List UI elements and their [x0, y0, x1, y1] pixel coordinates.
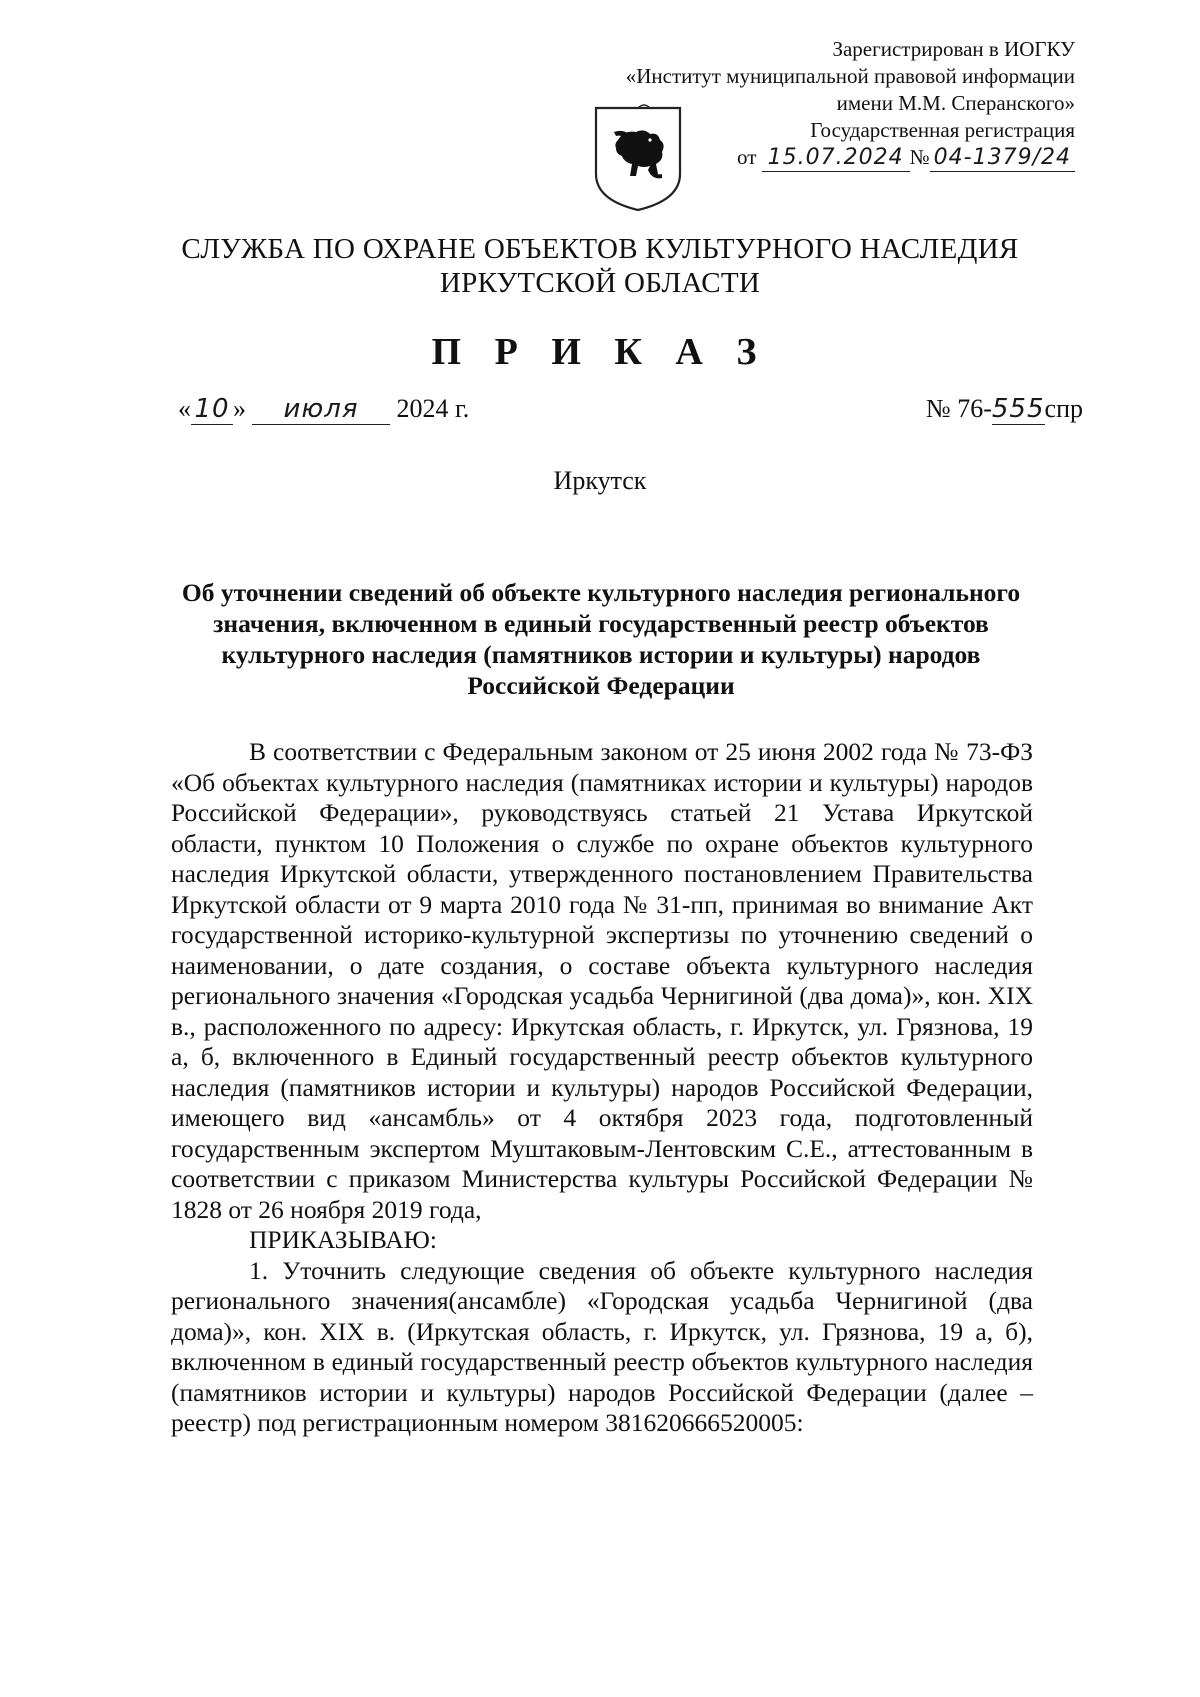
- preamble-paragraph: В соответствии с Федеральным законом от 25 июня 2002 года № 73-ФЗ «Об объектах культурного наследия (памятниках истории и культуры) народов Российской Федерации», руководствуясь статьей 21 Устава Иркутской области, пунктом 10 Положения о службе по охране объектов культурного наследия Иркутской области, утвержденного постановлением Правительства Иркутской области от 9 марта 2010 года № 31-пп, принимая во внимание Акт государственной историко-культурной экспертизы по уточнению сведений о наименовании, о дате создания, о составе объекта культурного наследия регионального значения «Городская усадьба Чернигиной (два дома)», кон. XIX в., расположенного по адресу: Иркутская область, г. Иркутск, ул. Грязнова, 19 а, б, включенного в Единый государственный реестр объектов культурного наследия (памятников истории и культуры) народов Российской Федерации, имеющего вид «ансамбль» от 4 октября 2023 года, подготовленный государственным экспертом Муштаковым-Лентовским С.Е., аттестованным в соответствии с приказом Министерства культуры Российской Федерации № 1828 от 26 ноября 2019 года,: [171, 737, 1033, 1224]
- order-number: [926, 394, 1083, 425]
- date-year: 2024 г.: [396, 394, 470, 423]
- document-type-title: П Р И К А З: [431, 331, 769, 373]
- organization-line-1: СЛУЖБА ПО ОХРАНЕ ОБЪЕКТОВ КУЛЬТУРНОГО НАСЛЕДИЯ: [181, 233, 1019, 265]
- organization-name: [0, 232, 1200, 300]
- order-number-field: [992, 394, 1045, 425]
- order-number-prefix: № 76-: [925, 394, 992, 423]
- organization-line-2: ИРКУТСКОЙ ОБЛАСТИ: [439, 267, 761, 299]
- registration-date-prefix: от: [737, 145, 757, 169]
- order-item-1: 1. Уточнить следующие сведения об объекте культурного наследия регионального значения(ансамбле) «Городская усадьба Чернигиной (два дома)», кон. XIX в. (Иркутская область, г. Иркутск, ул. Грязнова, 19 а, б), включенном в единый государственный реестр объектов культурного наследия (памятников истории и культуры) народов Российской Федерации (далее – реестр) под регистрационным номером 381620666520005:: [171, 1255, 1033, 1437]
- date-month: июля: [283, 394, 359, 424]
- registration-number-prefix: №: [909, 145, 930, 169]
- registration-date: 15.07.2024: [762, 144, 910, 172]
- date-day-field: [191, 394, 233, 425]
- registration-line-1: Зарегистрирован в ИОГКУ: [832, 37, 1075, 61]
- date-day: 10: [194, 394, 230, 424]
- order-date: [178, 394, 469, 425]
- registration-line-3: имени М.М. Сперанского»: [836, 91, 1075, 115]
- registration-line-2: «Институт муниципальной правовой информации: [625, 64, 1075, 88]
- irkutsk-coat-of-arms-icon: [592, 104, 684, 214]
- registration-line-4: Государственная регистрация: [810, 118, 1075, 142]
- order-number-suffix: спр: [1044, 394, 1083, 423]
- order-directive: ПРИКАЗЫВАЮ:: [249, 1225, 437, 1254]
- order-subject: Об уточнении сведений об объекте культурного наследия регионального значения, включенном в единый государственный реестр объектов культурного наследия (памятников истории и культуры) народов Российской Федерации: [181, 578, 1021, 700]
- date-close-quote: »: [233, 394, 246, 423]
- city-name: Иркутск: [553, 466, 647, 495]
- order-number-value: 555: [991, 394, 1045, 424]
- date-open-quote: «: [178, 394, 191, 423]
- order-body: [171, 737, 1033, 1439]
- registration-number: 04-1379/24: [930, 144, 1075, 172]
- date-month-field: [252, 394, 390, 425]
